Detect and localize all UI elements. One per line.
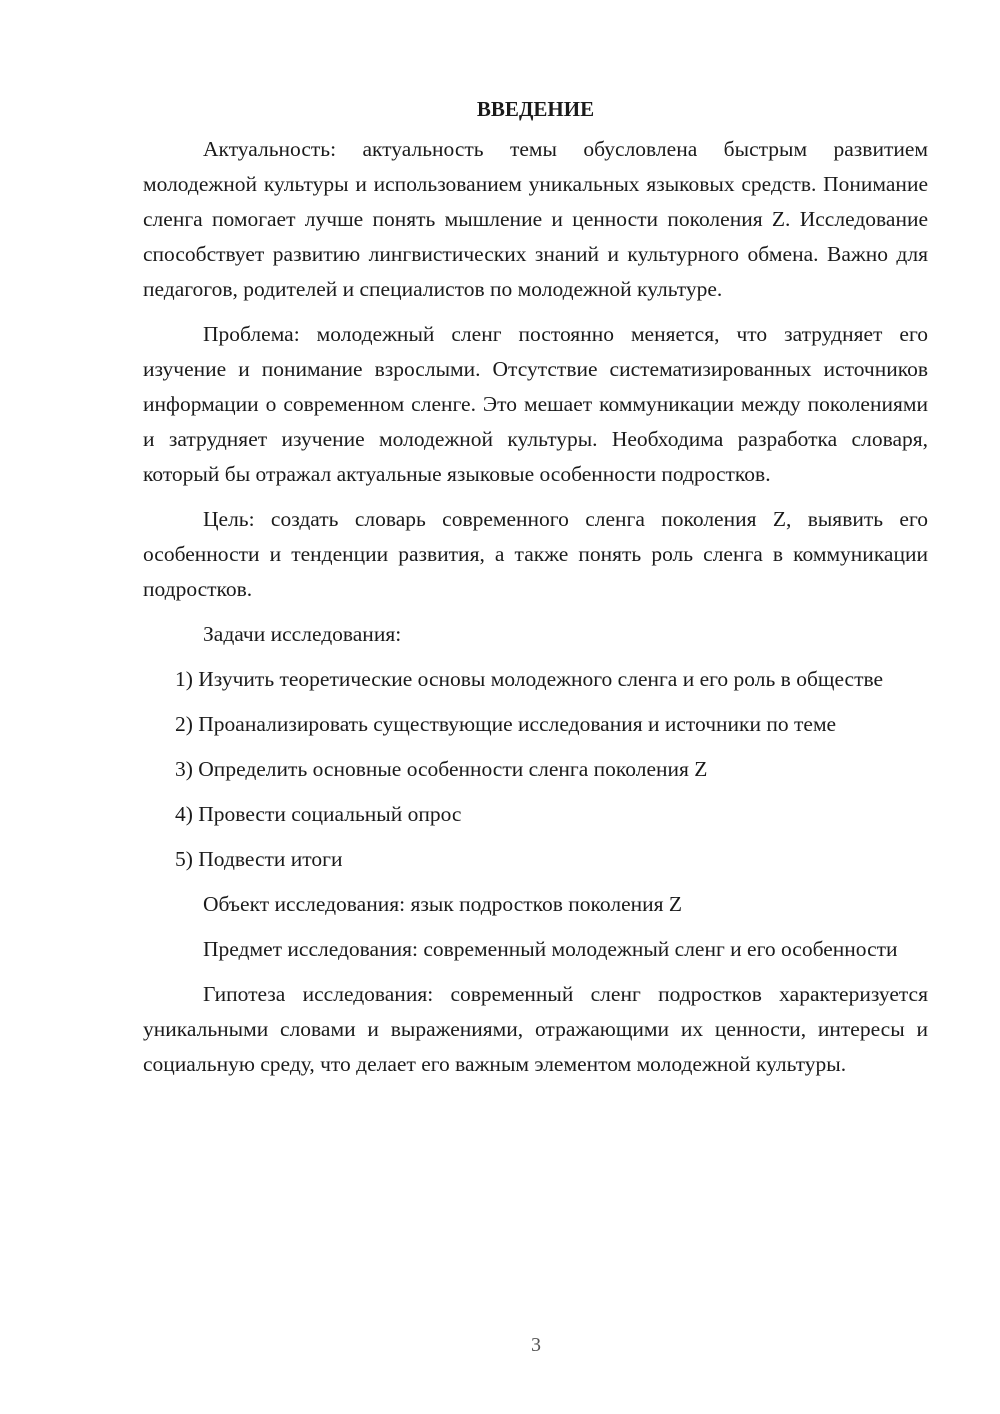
relevance-paragraph: Актуальность: актуальность темы обусловлена быстрым развитием молодежной культуры и использованием уникальных языковых средств. Понимание сленга помогает лучше понять мышление и ценности поколения Z. Исследование способствует развитию лингвистических знаний и культурного обмена. Важно для педагогов, родителей и специалистов по молодежной культуре. xyxy=(143,137,928,301)
hypothesis-paragraph: Гипотеза исследования: современный сленг подростков характеризуется уникальными словами и выражениями, отражающими их ценности, интересы и социальную среду, что делает его важным элементом молодежной культуры. xyxy=(143,982,928,1076)
object-paragraph: Объект исследования: язык подростков поколения Z xyxy=(203,892,683,916)
subject-paragraph: Предмет исследования: современный молодежный сленг и его особенности xyxy=(203,937,898,961)
task-item-4: 4) Провести социальный опрос xyxy=(175,802,462,826)
page-content xyxy=(143,92,928,1092)
task-item-5: 5) Подвести итоги xyxy=(175,847,343,871)
page-title: ВВЕДЕНИЕ xyxy=(476,97,595,121)
task-item-3: 3) Определить основные особенности сленга поколения Z xyxy=(175,757,708,781)
task-item-2: 2) Проанализировать существующие исследования и источники по теме xyxy=(175,712,837,736)
goal-paragraph: Цель: создать словарь современного сленга поколения Z, выявить его особенности и тенденции развития, а также понять роль сленга в коммуникации подростков. xyxy=(143,507,928,601)
problem-paragraph: Проблема: молодежный сленг постоянно меняется, что затрудняет его изучение и понимание взрослыми. Отсутствие систематизированных источников информации о современном сленге. Это мешает коммуникации между поколениями и затрудняет изучение молодежной культуры. Необходима разработка словаря, который бы отражал актуальные языковые особенности подростков. xyxy=(143,322,928,486)
task-item-1: 1) Изучить теоретические основы молодежного сленга и его роль в обществе xyxy=(175,667,884,691)
page-number: 3 xyxy=(531,1334,541,1356)
tasks-heading: Задачи исследования: xyxy=(203,622,402,646)
